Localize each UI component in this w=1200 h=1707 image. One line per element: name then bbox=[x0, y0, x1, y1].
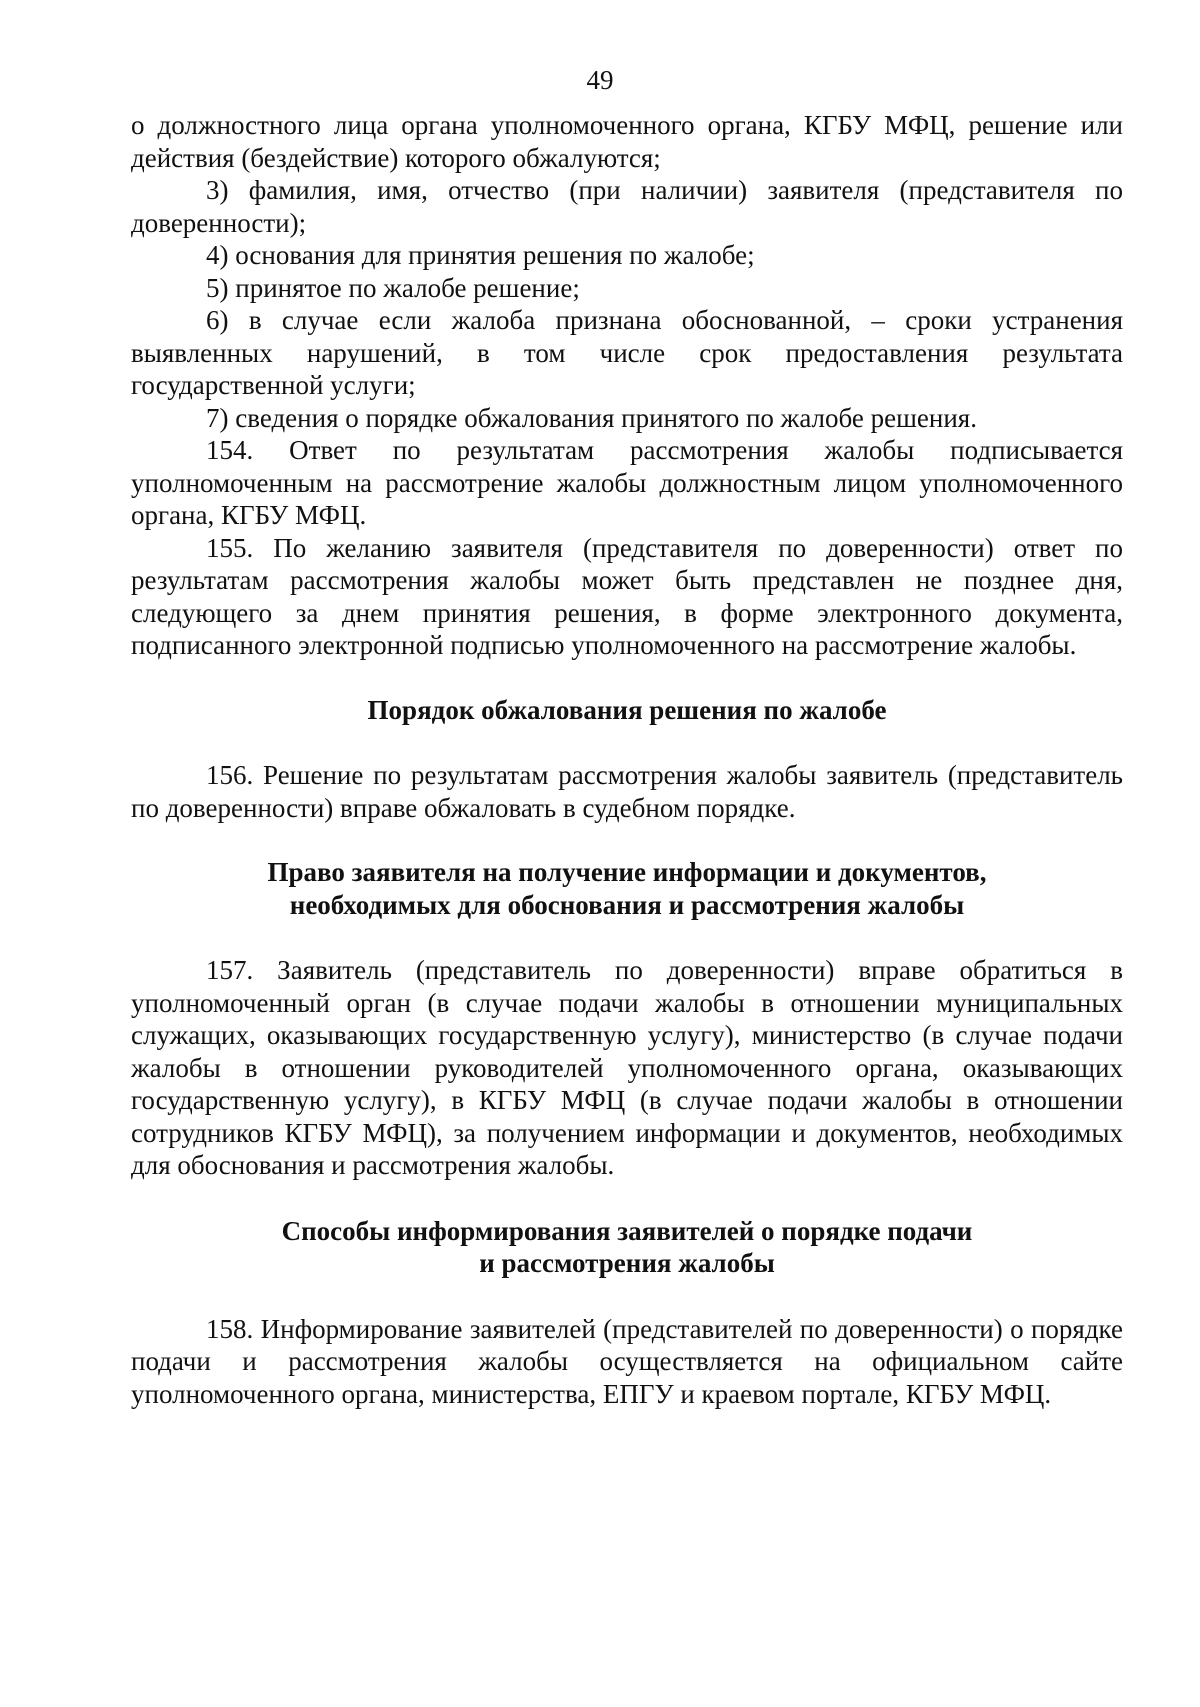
heading-line-2: и рассмотрения жалобы bbox=[479, 1248, 775, 1278]
paragraph-157: 157. Заявитель (представитель по доверенности) вправе обратиться в уполномоченный орган (в случае подачи жалобы в отношении муниципальных служащих, оказывающих государственную услугу), министерство (в случае подачи жалобы в отношении руководителей уполномоченного органа, оказывающих государственную услугу), в КГБУ МФЦ (в случае подачи жалобы в отношении сотрудников КГБУ МФЦ), за получением информации и документов, необходимых для обоснования и рассмотрения жалобы. bbox=[131, 955, 1123, 1180]
list-item-6: 6) в случае если жалоба признана обоснованной, – сроки устранения выявленных нарушений, в том числе срок предоставления результата государственной услуги; bbox=[131, 305, 1123, 400]
heading-line-1: Способы информирования заявителей о порядке подачи bbox=[281, 1215, 973, 1246]
paragraph-156: 156. Решение по результатам рассмотрения жалобы заявитель (представитель по доверенности) вправе обжаловать в судебном порядке. bbox=[131, 760, 1123, 823]
list-item-4: 4) основания для принятия решения по жалобе; bbox=[206, 240, 755, 270]
section-heading-right-to-info bbox=[131, 856, 1123, 921]
document-body bbox=[131, 109, 1123, 1410]
list-item-7: 7) сведения о порядке обжалования принятого по жалобе решения. bbox=[206, 402, 977, 433]
heading-line-1: Право заявителя на получение информации и документов, bbox=[267, 857, 987, 887]
list-item-5: 5) принятое по жалобе решение; bbox=[206, 272, 580, 303]
section-heading-appeal: Порядок обжалования решения по жалобе bbox=[367, 694, 887, 725]
paragraph-158: 158. Информирование заявителей (представителей по доверенности) о порядке подачи и рассмотрения жалобы осуществляется на официальном сайте уполномоченного органа, министерства, ЕПГУ и краевом портале, КГБУ МФЦ. bbox=[131, 1313, 1123, 1409]
section-heading-informing bbox=[131, 1215, 1123, 1280]
heading-line-2: необходимых для обоснования и рассмотрения жалобы bbox=[289, 889, 965, 920]
paragraph-continuation: о должностного лица органа уполномоченного органа, КГБУ МФЦ, решение или действия (бездействие) которого обжалуются; bbox=[131, 110, 1123, 173]
paragraph-155: 155. По желанию заявителя (представителя по доверенности) ответ по результатам рассмотрения жалобы может быть представлен не позднее дня, следующего за днем принятия решения, в форме электронного документа, подписанного электронной подписью уполномоченного на рассмотрение жалобы. bbox=[131, 532, 1123, 660]
paragraph-154: 154. Ответ по результатам рассмотрения жалобы подписывается уполномоченным на рассмотрение жалобы должностным лицом уполномоченного органа, КГБУ МФЦ. bbox=[131, 435, 1123, 530]
page-number: 49 bbox=[586, 65, 614, 95]
list-item-3: 3) фамилия, имя, отчество (при наличии) заявителя (представителя по доверенности); bbox=[131, 175, 1123, 238]
